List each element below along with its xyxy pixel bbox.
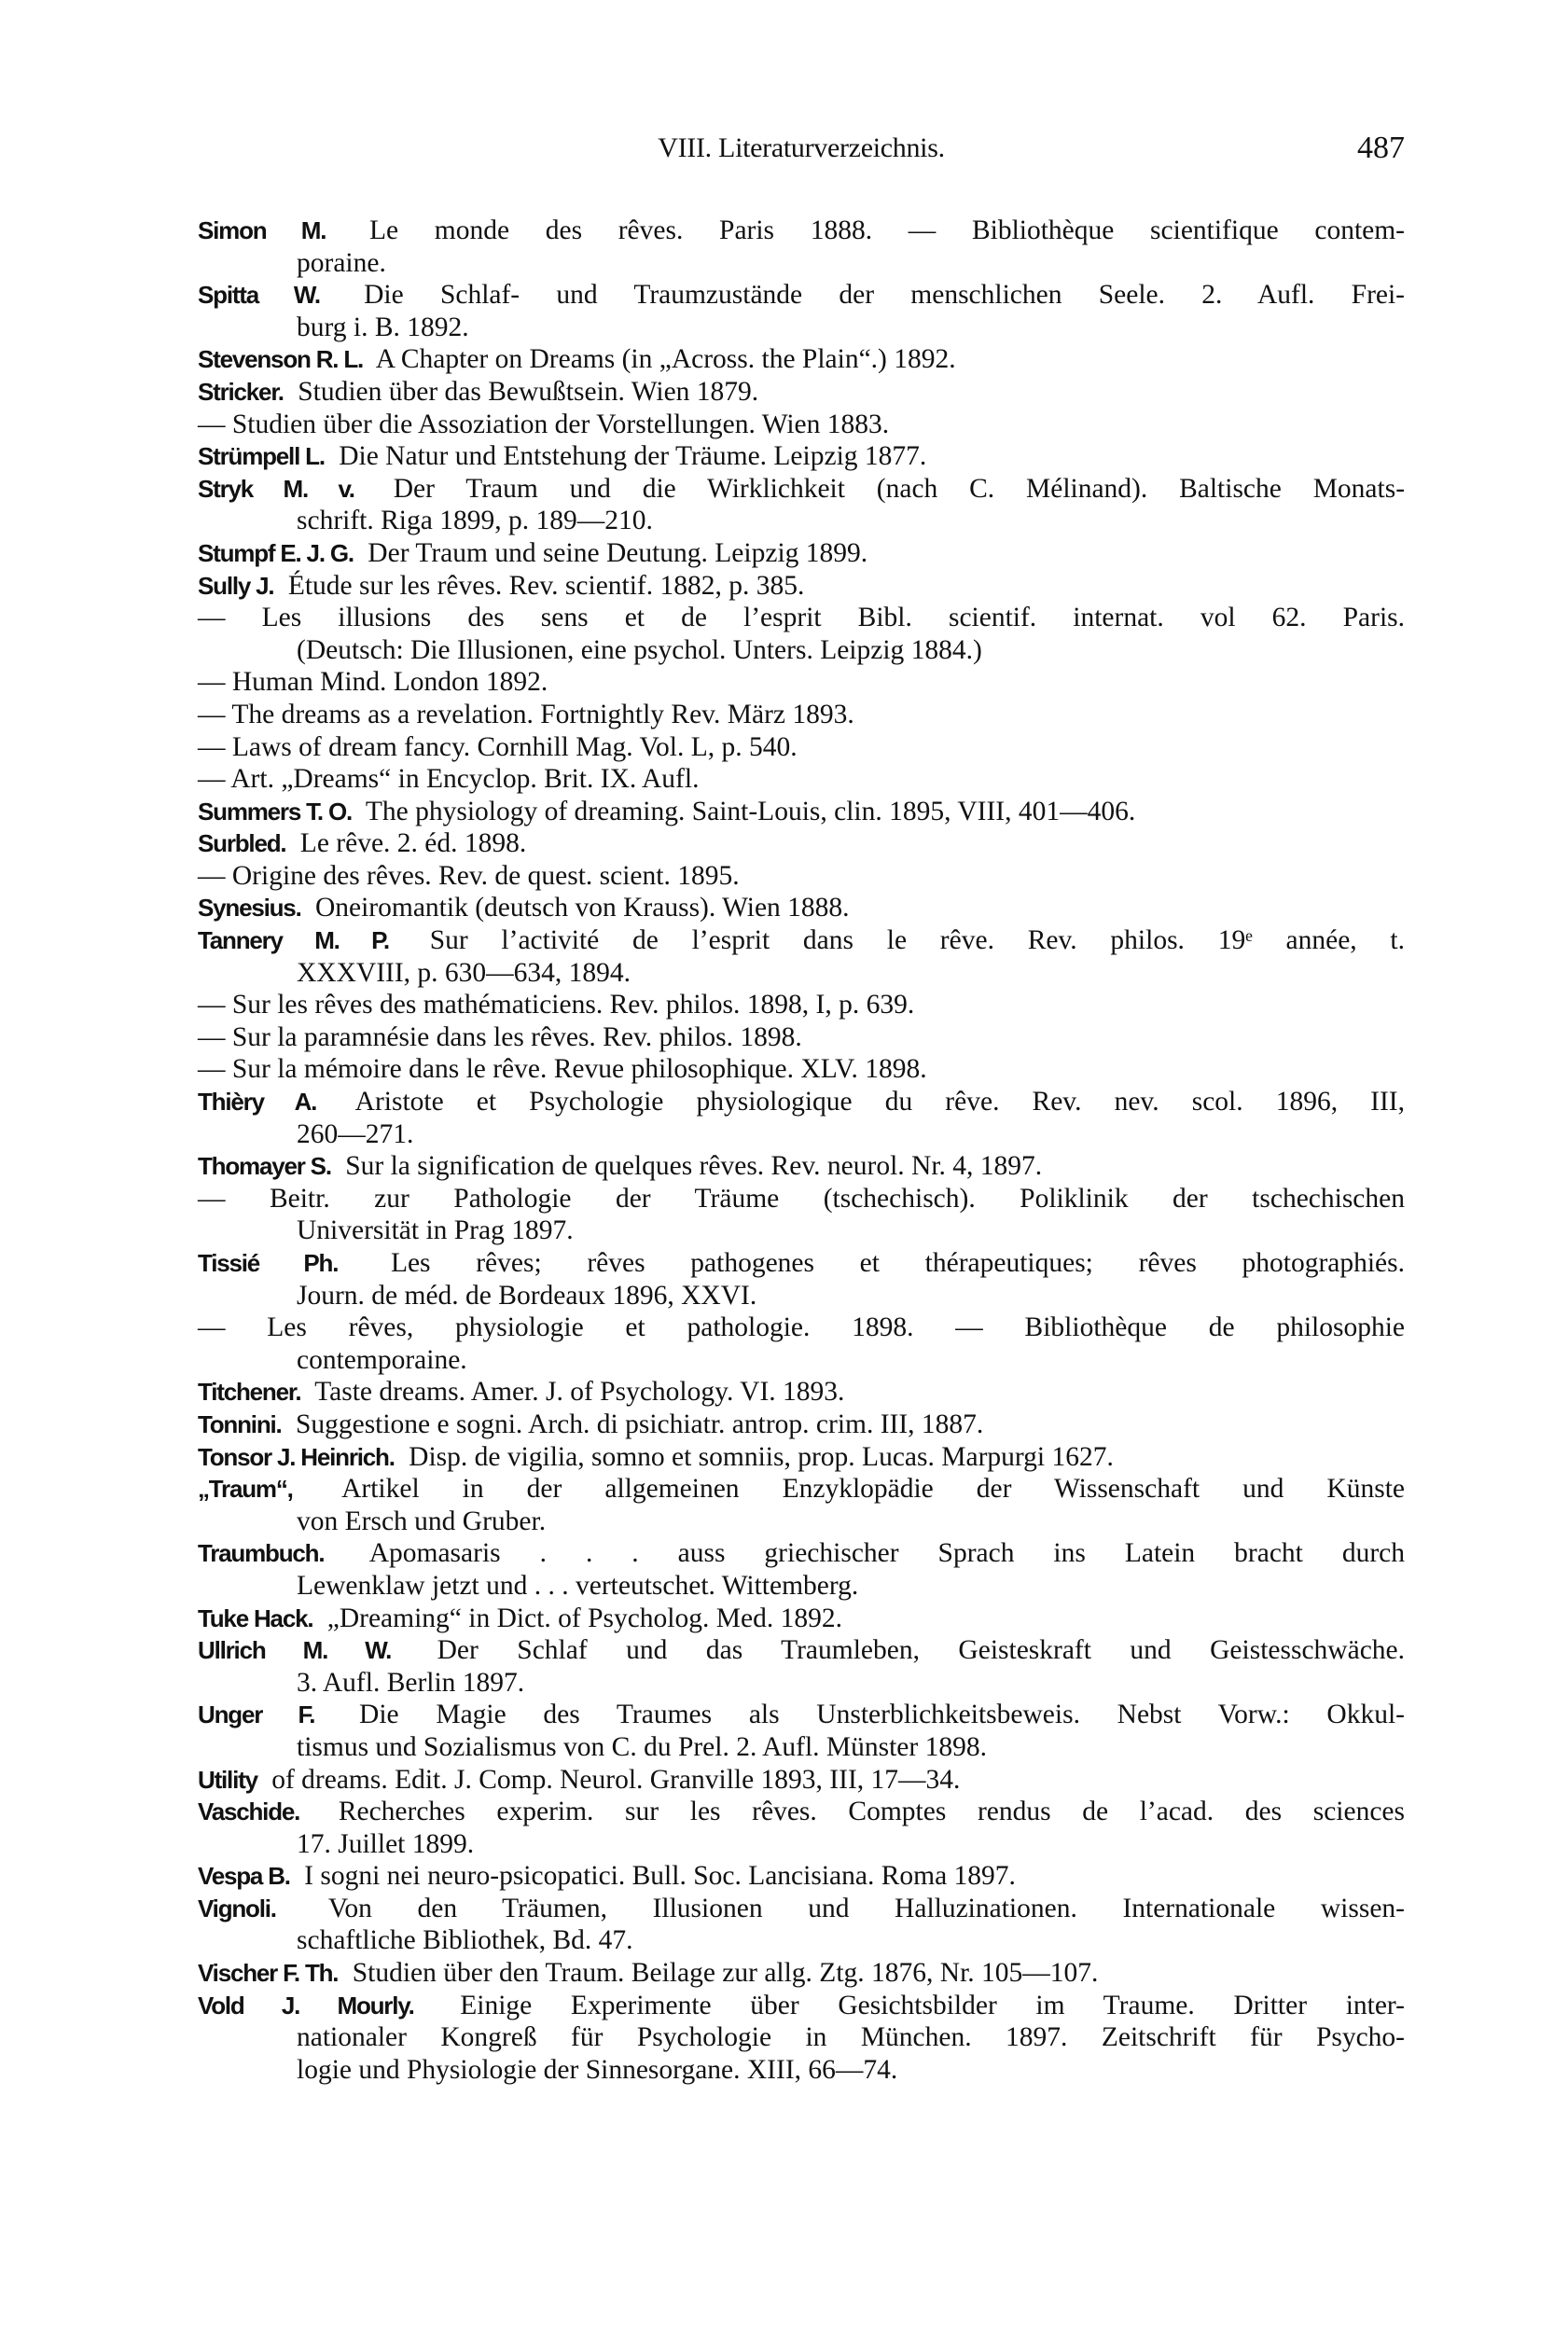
entry-line	[198, 2054, 1405, 2087]
bibliography-entry	[198, 1990, 1405, 2087]
entry-text: Suggestione e sogni. Arch. di psichiatr. antrop. crim. III, 1887.	[295, 1409, 984, 1439]
bibliography-entry	[198, 602, 1405, 666]
entry-line	[198, 279, 1405, 312]
bibliography-entry	[198, 537, 1405, 570]
entry-line	[198, 1473, 1405, 1506]
entry-text: Studien über den Traum. Beilage zur allg. Ztg. 1876, Nr. 105—107.	[352, 1958, 1099, 1989]
bibliography-entry	[198, 1764, 1405, 1797]
entry-line	[198, 989, 1405, 1021]
entry-author: Tonnini.	[198, 1409, 282, 1438]
entry-text: Die Magie des Traumes als Unsterblichkeitsbeweis. Nebst Vorw.: Okkul-	[359, 1700, 1405, 1730]
entry-text: Le monde des rêves. Paris 1888. — Bibliothèque scientifique contem-	[368, 215, 1406, 245]
entry-text: tismus und Sozialismus von C. du Prel. 2. Aufl. Münster 1898.	[297, 1731, 987, 1762]
entry-line	[198, 731, 1405, 764]
entry-line	[198, 1086, 1405, 1118]
entry-text: Apomasaris . . . auss griechischer Sprach ins Latein bracht durch	[368, 1538, 1406, 1569]
entry-line	[198, 1021, 1405, 1054]
entry-author: Vaschide.	[198, 1798, 300, 1826]
bibliography-entry	[198, 1699, 1405, 1763]
entry-line	[198, 215, 1405, 247]
entry-text: nationaler Kongreß für Psychologie in München. 1897. Zeitschrift für Psycho-	[297, 2022, 1405, 2053]
bibliography-entry	[198, 376, 1405, 409]
entry-line	[198, 1957, 1405, 1990]
entry-text: 17. Juillet 1899.	[297, 1828, 475, 1859]
entry-author: Tuke Hack.	[198, 1603, 313, 1632]
entry-line	[198, 1150, 1405, 1183]
entry-line	[198, 376, 1405, 409]
entry-text: Artikel in der allgemeinen Enzyklopädie der Wissenschaft und Künste	[341, 1474, 1405, 1505]
entry-text: von Ersch und Gruber.	[297, 1506, 547, 1536]
entry-text: — Les rêves, physiologie et pathologie. 1898. — Bibliothèque de philosophie	[198, 1312, 1405, 1343]
entry-text: Le rêve. 2. éd. 1898.	[299, 828, 527, 859]
bibliography-entry	[198, 279, 1405, 343]
bibliography-entry	[198, 731, 1405, 764]
bibliography-list	[198, 215, 1405, 2086]
entry-text: — Sur la mémoire dans le rêve. Revue philosophique. XLV. 1898.	[198, 1054, 927, 1085]
bibliography-entry	[198, 699, 1405, 731]
entry-line	[198, 505, 1405, 537]
entry-line	[198, 1667, 1405, 1700]
entry-author: Synesius.	[198, 894, 301, 923]
entry-line	[198, 1053, 1405, 1086]
entry-line	[198, 343, 1405, 376]
bibliography-entry	[198, 1537, 1405, 1602]
bibliography-entry	[198, 1021, 1405, 1054]
entry-text: Die Schlaf- und Traumzustände der menschlichen Seele. 2. Aufl. Frei-	[364, 280, 1406, 311]
entry-text: logie und Physiologie der Sinnesorgane. XIII, 66—74.	[297, 2054, 898, 2085]
bibliography-entry	[198, 1860, 1405, 1893]
bibliography-entry	[198, 1473, 1405, 1537]
running-title: VIII. Literaturverzeichnis.	[658, 132, 945, 163]
page-number: 487	[1357, 131, 1405, 165]
bibliography-entry	[198, 1376, 1405, 1409]
bibliography-entry	[198, 827, 1405, 860]
entry-line	[198, 1924, 1405, 1957]
entry-author: Stricker.	[198, 377, 284, 406]
entry-author: Thomayer S.	[198, 1152, 331, 1181]
entry-line	[198, 1796, 1405, 1828]
entry-text: The physiology of dreaming. Saint-Louis, clin. 1895, VIII, 401—406.	[365, 796, 1136, 826]
entry-author: Stevenson R. L.	[198, 345, 364, 374]
bibliography-entry	[198, 473, 1405, 537]
entry-text: I sogni nei neuro-psicopatici. Bull. Soc. Lancisiana. Roma 1897.	[304, 1861, 1016, 1892]
entry-line	[198, 1344, 1405, 1377]
entry-text: Der Traum und die Wirklichkeit (nach C. Mélinand). Baltische Monats-	[393, 473, 1406, 504]
entry-line	[198, 1634, 1405, 1667]
entry-line	[198, 1376, 1405, 1409]
entry-line	[198, 1570, 1405, 1603]
entry-text: — Art. „Dreams“ in Encyclop. Brit. IX. Aufl.	[198, 764, 700, 795]
entry-line	[198, 570, 1405, 603]
entry-text: — Les illusions des sens et de l’esprit Bibl. scientif. internat. vol 62. Paris.	[198, 603, 1405, 633]
entry-author: Traumbuch.	[198, 1539, 325, 1568]
bibliography-entry	[198, 892, 1405, 924]
bibliography-entry	[198, 1247, 1405, 1312]
bibliography-entry	[198, 1957, 1405, 1990]
entry-line	[198, 1764, 1405, 1797]
entry-text: — Sur la paramnésie dans les rêves. Rev. philos. 1898.	[198, 1021, 802, 1052]
entry-line	[198, 796, 1405, 828]
entry-author: Vignoli.	[198, 1894, 276, 1923]
entry-text: Studien über das Bewußtsein. Wien 1879.	[298, 376, 759, 407]
bibliography-entry	[198, 215, 1405, 279]
entry-text: Sur la signification de quelques rêves. Rev. neurol. Nr. 4, 1897.	[345, 1151, 1043, 1182]
bibliography-entry	[198, 989, 1405, 1021]
entry-author: Sully J.	[198, 571, 274, 600]
entry-line	[198, 860, 1405, 893]
entry-text: XXXVIII, p. 630—634, 1894.	[297, 957, 631, 988]
bibliography-entry	[198, 1634, 1405, 1699]
bibliography-entry	[198, 343, 1405, 376]
entry-text: burg i. B. 1892.	[297, 312, 469, 342]
page-header	[198, 129, 1405, 168]
entry-line	[198, 1893, 1405, 1925]
entry-author: Unger F.	[198, 1700, 315, 1729]
entry-line	[198, 1183, 1405, 1215]
entry-author: Utility	[198, 1765, 257, 1794]
entry-author: Vischer F. Th.	[198, 1959, 339, 1988]
entry-text: — Sur les rêves des mathématiciens. Rev. philos. 1898, I, p. 639.	[198, 990, 915, 1020]
entry-text: Aristote et Psychologie physiologique du rêve. Rev. nev. scol. 1896, III,	[354, 1087, 1406, 1117]
bibliography-entry	[198, 1893, 1405, 1957]
entry-text: Disp. de vigilia, somno et somniis, prop. Lucas. Marpurgi 1627.	[409, 1441, 1114, 1472]
entry-text: contemporaine.	[297, 1344, 467, 1375]
bibliography-entry	[198, 666, 1405, 699]
entry-text: — Human Mind. London 1892.	[198, 667, 548, 698]
entry-author: Tannery M. P.	[198, 926, 389, 955]
entry-text: Oneiromantik (deutsch von Krauss). Wien 1888.	[314, 893, 850, 923]
entry-line	[198, 602, 1405, 634]
entry-text: — The dreams as a revelation. Fortnightly Rev. März 1893.	[198, 699, 854, 729]
entry-text: A Chapter on Dreams (in „Across. the Plain“.) 1892.	[375, 344, 956, 375]
entry-text: (Deutsch: Die Illusionen, eine psychol. Unters. Leipzig 1884.)	[297, 634, 982, 665]
entry-text: Les rêves; rêves pathogenes et thérapeutiques; rêves photographiés.	[390, 1248, 1406, 1278]
entry-line	[198, 409, 1405, 441]
entry-line	[198, 440, 1405, 473]
entry-author: Stumpf E. J. G.	[198, 538, 354, 567]
bibliography-entry	[198, 440, 1405, 473]
entry-line	[198, 1731, 1405, 1764]
entry-text: Einige Experimente über Gesichtsbilder im Traume. Dritter inter-	[460, 1990, 1405, 2020]
entry-line	[198, 699, 1405, 731]
entry-line	[198, 473, 1405, 506]
entry-line	[198, 957, 1405, 990]
entry-line	[198, 892, 1405, 924]
entry-text: — Beitr. zur Pathologie der Träume (tschechisch). Poliklinik der tschechischen	[198, 1183, 1405, 1214]
entry-text: Journ. de méd. de Bordeaux 1896, XXVI.	[297, 1280, 757, 1311]
entry-text: Die Natur und Entstehung der Träume. Leipzig 1877.	[339, 441, 927, 472]
entry-line	[198, 1247, 1405, 1280]
bibliography-entry	[198, 1183, 1405, 1247]
bibliography-entry	[198, 1312, 1405, 1376]
entry-line	[198, 924, 1405, 957]
entry-line	[198, 1603, 1405, 1635]
bibliography-entry	[198, 1796, 1405, 1860]
bibliography-entry	[198, 860, 1405, 893]
entry-text: — Studien über die Assoziation der Vorstellungen. Wien 1883.	[198, 409, 890, 439]
bibliography-entry	[198, 1086, 1405, 1150]
bibliography-entry	[198, 409, 1405, 441]
entry-line	[198, 1699, 1405, 1731]
entry-author: „Traum“,	[198, 1475, 293, 1504]
entry-line	[198, 827, 1405, 860]
entry-line	[198, 1312, 1405, 1344]
bibliography-entry	[198, 1150, 1405, 1183]
entry-line	[198, 1828, 1405, 1861]
entry-line	[198, 1409, 1405, 1441]
entry-text: Universität in Prag 1897.	[297, 1215, 574, 1246]
entry-text: Sur l’activité de l’esprit dans le rêve. Rev. philos. 19ᵉ année, t.	[429, 925, 1405, 956]
entry-text: Taste dreams. Amer. J. of Psychology. VI. 1893.	[314, 1377, 845, 1408]
bibliography-entry	[198, 763, 1405, 796]
entry-line	[198, 1280, 1405, 1312]
entry-author: Titchener.	[198, 1378, 301, 1407]
entry-line	[198, 1506, 1405, 1538]
entry-author: Vold J. Mourly.	[198, 1991, 414, 2020]
entry-author: Spitta W.	[198, 281, 320, 310]
entry-line	[198, 1537, 1405, 1570]
entry-text: Lewenklaw jetzt und . . . verteutschet. Wittemberg.	[297, 1570, 859, 1601]
entry-author: Surbled.	[198, 829, 286, 858]
entry-text: schaftliche Bibliothek, Bd. 47.	[297, 1925, 633, 1956]
entry-text: — Origine des rêves. Rev. de quest. scient. 1895.	[198, 860, 740, 891]
entry-line	[198, 666, 1405, 699]
entry-line	[198, 1441, 1405, 1474]
bibliography-entry	[198, 1603, 1405, 1635]
entry-line	[198, 1860, 1405, 1893]
entry-line	[198, 634, 1405, 667]
entry-author: Tissié Ph.	[198, 1249, 339, 1277]
entry-line	[198, 1118, 1405, 1151]
entry-text: 3. Aufl. Berlin 1897.	[297, 1667, 525, 1698]
entry-text: Der Traum und seine Deutung. Leipzig 1899.	[368, 537, 868, 568]
entry-text: poraine.	[297, 247, 386, 278]
entry-text: of dreams. Edit. J. Comp. Neurol. Granville 1893, III, 17—34.	[271, 1764, 961, 1795]
entry-text: Recherches experim. sur les rêves. Comptes rendus de l’acad. des sciences	[338, 1797, 1406, 1827]
entry-line	[198, 2021, 1405, 2054]
entry-text: 260—271.	[297, 1118, 414, 1149]
entry-line	[198, 763, 1405, 796]
entry-author: Strümpell L.	[198, 442, 325, 471]
entry-author: Summers T. O.	[198, 797, 353, 826]
entry-line	[198, 1215, 1405, 1247]
bibliography-entry	[198, 1409, 1405, 1441]
entry-line	[198, 1990, 1405, 2022]
entry-author: Stryk M. v.	[198, 474, 354, 503]
entry-author: Vespa B.	[198, 1862, 290, 1891]
bibliography-entry	[198, 1441, 1405, 1474]
entry-line	[198, 537, 1405, 570]
bibliography-entry	[198, 924, 1405, 989]
bibliography-entry	[198, 796, 1405, 828]
entry-author: Ullrich M. W.	[198, 1636, 392, 1665]
entry-text: schrift. Riga 1899, p. 189—210.	[297, 506, 653, 536]
entry-text: „Dreaming“ in Dict. of Psycholog. Med. 1892.	[326, 1603, 842, 1633]
entry-text: Der Schlaf und das Traumleben, Geisteskraft und Geistesschwäche.	[437, 1635, 1406, 1666]
entry-text: — Laws of dream fancy. Cornhill Mag. Vol. L, p. 540.	[198, 731, 798, 762]
bibliography-entry	[198, 570, 1405, 603]
entry-line	[198, 247, 1405, 280]
bibliography-entry	[198, 1053, 1405, 1086]
entry-text: Von den Träumen, Illusionen und Halluzinationen. Internationale wissen-	[327, 1893, 1405, 1923]
entry-line	[198, 312, 1405, 344]
entry-author: Thièry A.	[198, 1088, 317, 1117]
entry-author: Simon M.	[198, 216, 326, 244]
entry-author: Tonsor J. Heinrich.	[198, 1442, 395, 1471]
entry-text: Étude sur les rêves. Rev. scientif. 1882, p. 385.	[287, 570, 805, 601]
